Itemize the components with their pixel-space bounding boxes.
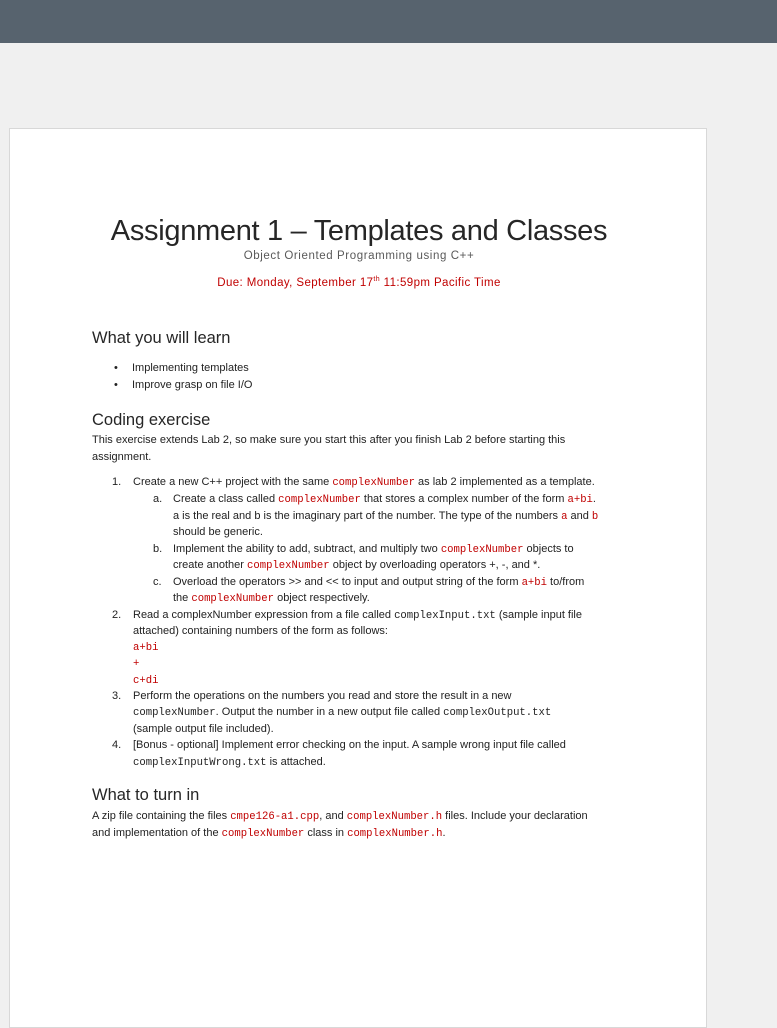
due-date [10, 276, 708, 289]
item-1b-line-1: Implement the ability to add, subtract, and multiply two complexNumber objects to [173, 543, 574, 556]
item-1a-line-1: Create a class called complexNumber that stores a complex number of the form a+bi. [173, 493, 596, 506]
due-prefix: Due: Monday, September 17 [217, 276, 374, 289]
turnin-line-2: and implementation of the complexNumber class in complexNumber.h. [92, 827, 446, 840]
learn-bullet-1: • [114, 362, 118, 374]
learn-item-2: Improve grasp on file I/O [132, 379, 253, 391]
turnin-line-1: A zip file containing the files cmpe126-a1.cpp, and complexNumber.h files. Include your declaration [92, 810, 588, 823]
learn-bullet-2: • [114, 379, 118, 391]
learn-item-1: Implementing templates [132, 362, 249, 374]
example-line-1: a+bi [133, 642, 159, 654]
due-suffix: 11:59pm Pacific Time [380, 276, 501, 289]
coding-intro-line-2: assignment. [92, 451, 152, 463]
item-1-line-1: Create a new C++ project with the same complexNumber as lab 2 implemented as a template. [133, 476, 595, 489]
page-subtitle: Object Oriented Programming using C++ [243, 250, 475, 262]
item-4-line-2: complexInputWrong.txt is attached. [133, 756, 326, 769]
item-1b-line-2: create another complexNumber object by overloading operators +, -, and *. [173, 559, 541, 572]
item-1a-line-3: should be generic. [173, 526, 263, 538]
item-2-number: 2. [112, 609, 122, 621]
item-3-line-1: Perform the operations on the numbers you read and store the result in a new [133, 690, 512, 702]
coding-intro-line-1: This exercise extends Lab 2, so make sure you start this after you finish Lab 2 before starting this [92, 434, 566, 446]
learn-heading: What you will learn [92, 329, 231, 347]
example-line-2: + [133, 658, 140, 670]
coding-heading: Coding exercise [92, 411, 211, 429]
example-line-3: c+di [133, 675, 159, 687]
item-1c-letter: c. [153, 576, 162, 588]
item-1-number: 1. [112, 476, 122, 488]
item-1c-line-2: the complexNumber object respectively. [173, 592, 370, 605]
item-1a-letter: a. [153, 493, 163, 505]
item-2-line-1: Read a complexNumber expression from a file called complexInput.txt (sample input file [133, 609, 582, 622]
due-sup: th [373, 276, 381, 283]
page-title: Assignment 1 – Templates and Classes [110, 215, 608, 247]
top-bar [0, 0, 777, 43]
turnin-heading: What to turn in [92, 786, 200, 804]
item-3-line-2: complexNumber. Output the number in a new output file called complexOutput.txt [133, 706, 552, 719]
item-4-number: 4. [112, 739, 122, 751]
item-3-number: 3. [112, 690, 122, 702]
item-1c-line-1: Overload the operators >> and << to input and output string of the form a+bi to/from [173, 576, 585, 589]
item-1a-line-2: a is the real and b is the imaginary part of the number. The type of the numbers a and b [173, 510, 599, 523]
document-page [9, 128, 707, 1028]
item-1b-letter: b. [153, 543, 163, 555]
item-4-line-1: [Bonus - optional] Implement error checking on the input. A sample wrong input file called [133, 739, 566, 751]
item-3-line-3: (sample output file included). [133, 723, 274, 735]
item-2-line-2: attached) containing numbers of the form as follows: [133, 625, 388, 637]
